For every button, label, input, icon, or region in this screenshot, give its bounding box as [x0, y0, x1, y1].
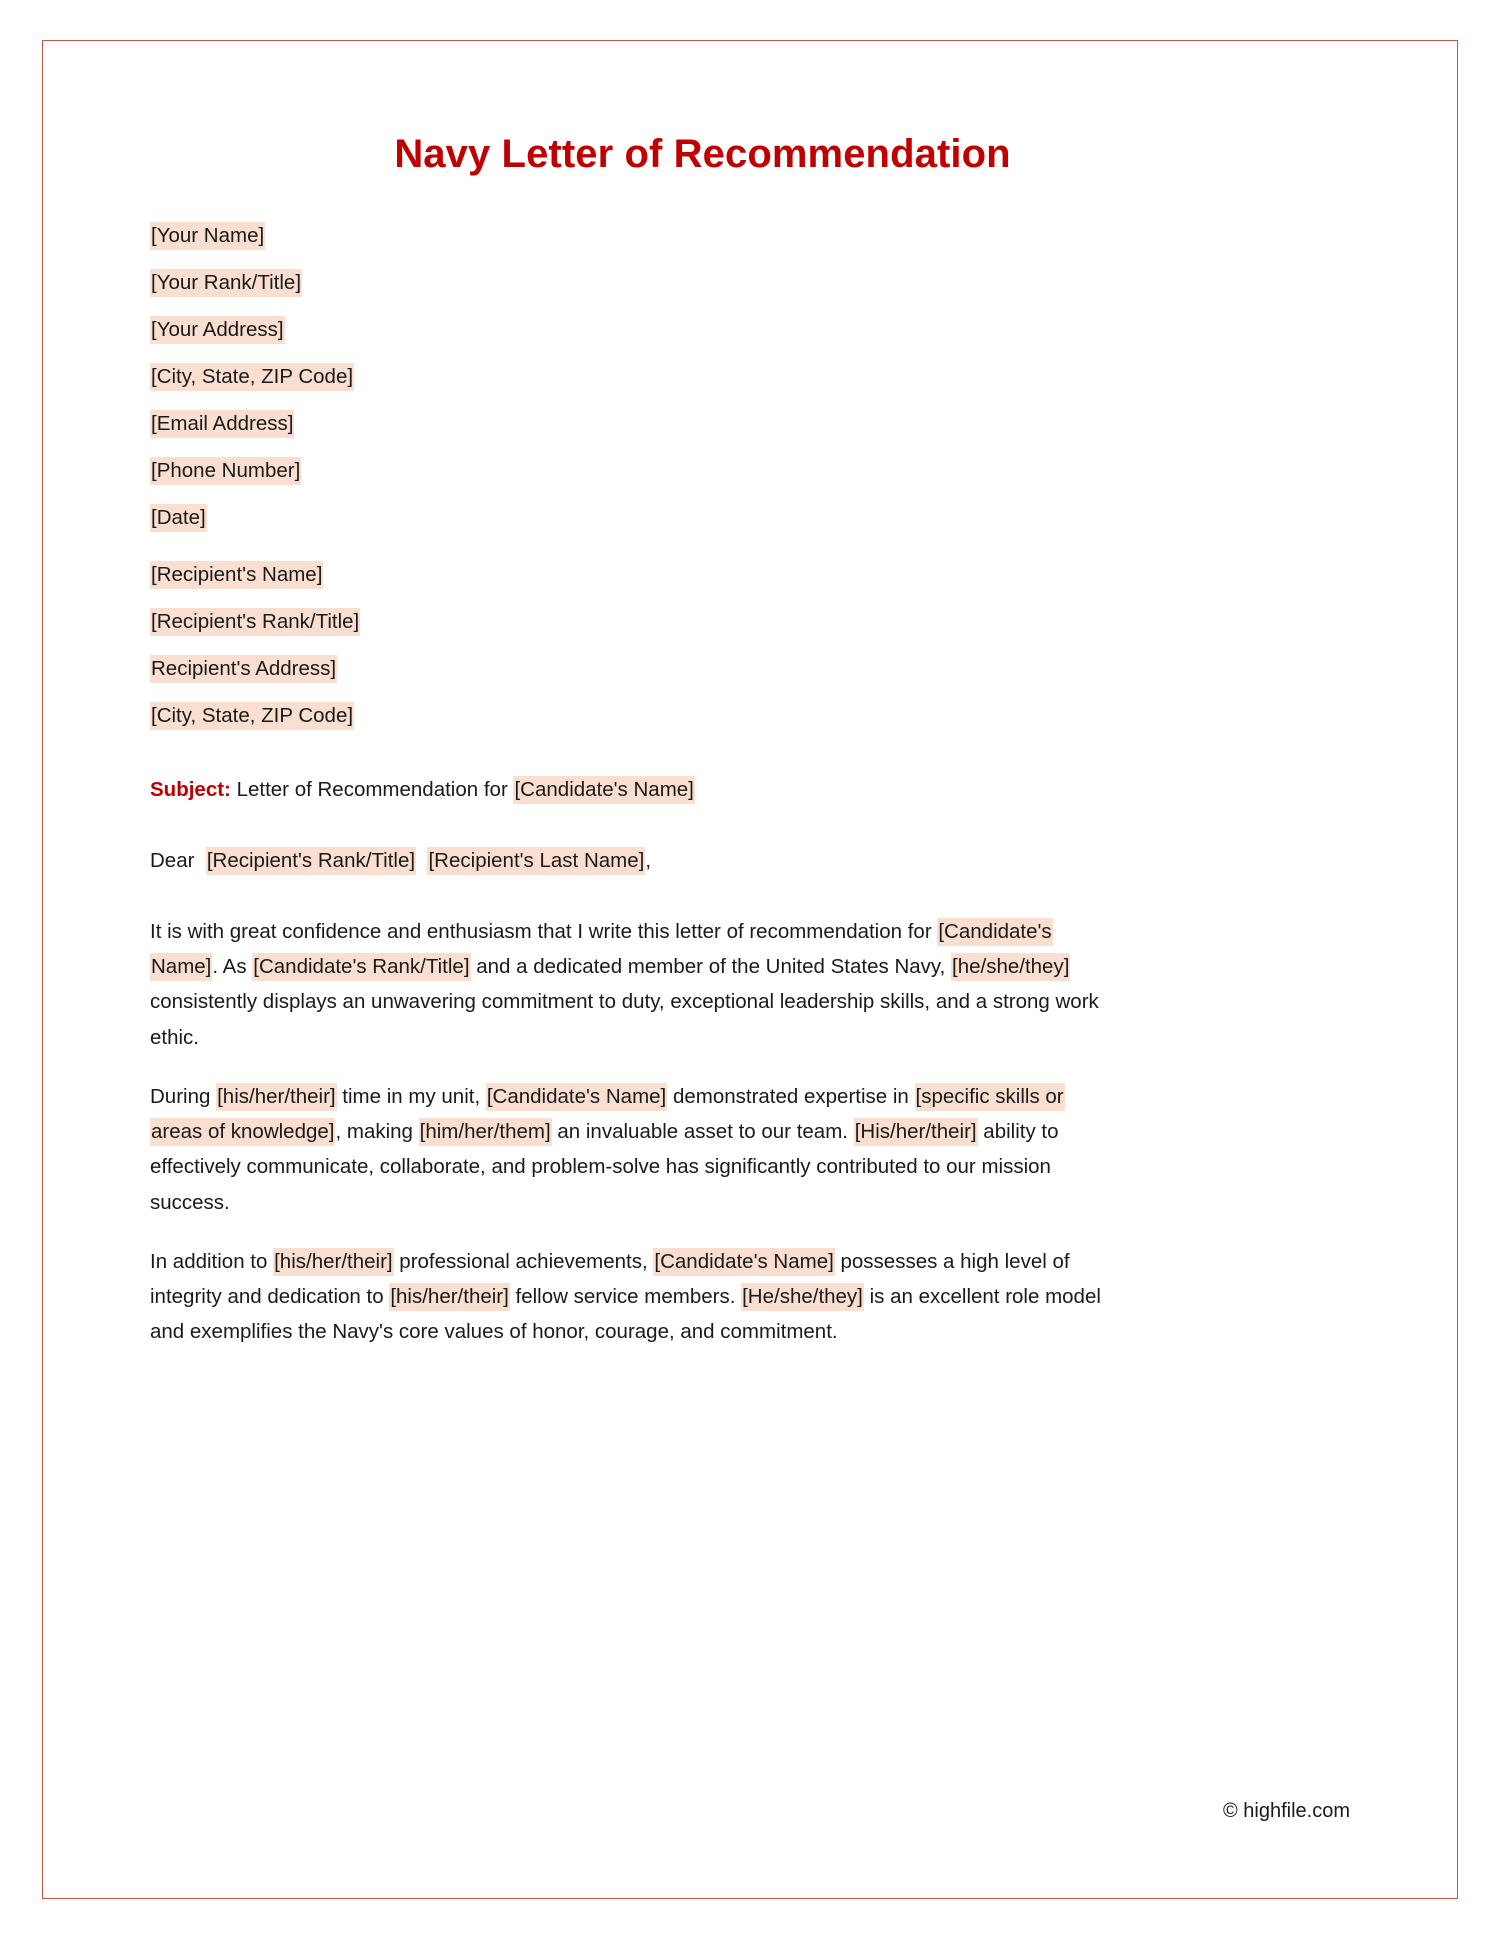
p3-seg3: possesses a high level of integrity and dedication to [150, 1249, 1070, 1309]
placeholder-your-phone[interactable]: [Phone Number] [150, 457, 301, 485]
p2-seg2: time in my unit, [336, 1084, 486, 1108]
recipient-line-rank [150, 610, 1310, 634]
placeholder-pronoun-possessive-p3b[interactable]: [his/her/their] [389, 1283, 510, 1311]
p1-seg1: It is with great confidence and enthusiasm that I write this letter of recommendation for [150, 919, 938, 943]
body-paragraph-3 [150, 1244, 1105, 1350]
p3-seg4: fellow service members. [509, 1285, 742, 1309]
p2-seg5: an invaluable asset to our team. [551, 1120, 854, 1144]
body-paragraph-1 [150, 914, 1105, 1055]
placeholder-pronoun-object-p2[interactable]: [him/her/them] [419, 1118, 552, 1146]
placeholder-candidate-name-p2[interactable]: [Candidate's Name] [486, 1083, 667, 1111]
body-paragraph-2 [150, 1079, 1105, 1220]
placeholder-recipient-last-name[interactable]: [Recipient's Last Name] [427, 847, 645, 875]
p1-seg3: and a dedicated member of the United States Navy, [470, 955, 952, 979]
placeholder-recipient-rank-title[interactable]: [Recipient's Rank/Title] [150, 608, 360, 636]
placeholder-specific-skills[interactable]: [specific skills or areas of knowledge] [150, 1083, 1065, 1146]
placeholder-recipient-name[interactable]: [Recipient's Name] [150, 561, 323, 589]
placeholder-your-email[interactable]: [Email Address] [150, 410, 294, 438]
p2-seg6: ability to effectively communicate, collaborate, and problem-solve has significantly contributed to our mission success. [150, 1120, 1059, 1214]
p3-seg2: professional achievements, [393, 1249, 654, 1273]
placeholder-candidate-name-p3[interactable]: [Candidate's Name] [653, 1248, 834, 1276]
sender-line-phone [150, 459, 1310, 483]
placeholder-candidate-name-subject[interactable]: [Candidate's Name] [513, 776, 694, 804]
p3-seg1: In addition to [150, 1249, 274, 1273]
placeholder-pronoun-subject-p1[interactable]: [he/she/they] [951, 953, 1070, 981]
salutation-greeting: Dear [150, 849, 195, 873]
sender-line-address [150, 318, 1310, 342]
footer-copyright: © highfile.com [1222, 1800, 1350, 1822]
p2-seg4: , making [335, 1120, 419, 1144]
recipient-line-city-state-zip [150, 704, 1310, 728]
subject-line [150, 778, 1310, 803]
placeholder-recipient-rank-salutation[interactable]: [Recipient's Rank/Title] [206, 847, 416, 875]
recipient-address-block [150, 563, 1310, 728]
subject-label: Subject: [150, 777, 231, 801]
sender-line-rank [150, 271, 1310, 295]
page-title: Navy Letter of Recommendation [394, 132, 1011, 176]
sender-line-name [150, 224, 1310, 248]
placeholder-recipient-address[interactable]: Recipient's Address] [150, 655, 337, 683]
placeholder-your-name[interactable]: [Your Name] [150, 222, 265, 250]
placeholder-pronoun-possessive-p3a[interactable]: [his/her/their] [273, 1248, 394, 1276]
salutation-space-1 [194, 849, 205, 872]
sender-line-date [150, 506, 1310, 530]
p1-seg4: consistently displays an unwavering commitment to duty, exceptional leadership skills, and a strong work ethic. [150, 990, 1099, 1049]
placeholder-your-rank-title[interactable]: [Your Rank/Title] [150, 269, 302, 297]
recipient-line-address [150, 657, 1310, 681]
placeholder-candidate-name-p1[interactable]: [Candidate's Name] [150, 918, 1053, 981]
placeholder-pronoun-subject-p3[interactable]: [He/she/they] [741, 1283, 864, 1311]
subject-static-text: Letter of Recommendation for [236, 777, 508, 801]
salutation-space-2 [416, 849, 427, 872]
placeholder-recipient-city-state-zip[interactable]: [City, State, ZIP Code] [150, 702, 354, 730]
recipient-line-name [150, 563, 1310, 587]
placeholder-pronoun-possessive-p2b[interactable]: [His/her/their] [854, 1118, 978, 1146]
p2-seg1: During [150, 1084, 217, 1108]
salutation-line [150, 849, 1310, 874]
placeholder-date[interactable]: [Date] [150, 504, 207, 532]
placeholder-candidate-rank-p1[interactable]: [Candidate's Rank/Title] [252, 953, 470, 981]
placeholder-pronoun-possessive-p2a[interactable]: [his/her/their] [216, 1083, 337, 1111]
p1-seg2: . As [212, 955, 253, 979]
sender-line-email [150, 412, 1310, 436]
placeholder-your-address[interactable]: [Your Address] [150, 316, 285, 344]
p3-seg5: is an excellent role model and exemplifies the Navy's core values of honor, courage, and commitment. [150, 1285, 1101, 1344]
p2-seg3: demonstrated expertise in [667, 1084, 915, 1108]
sender-line-city-state-zip [150, 365, 1310, 389]
sender-address-block [150, 224, 1310, 530]
placeholder-your-city-state-zip[interactable]: [City, State, ZIP Code] [150, 363, 354, 391]
document-content [150, 130, 1310, 1370]
salutation-comma: , [645, 849, 652, 873]
block-spacer [150, 530, 1310, 563]
